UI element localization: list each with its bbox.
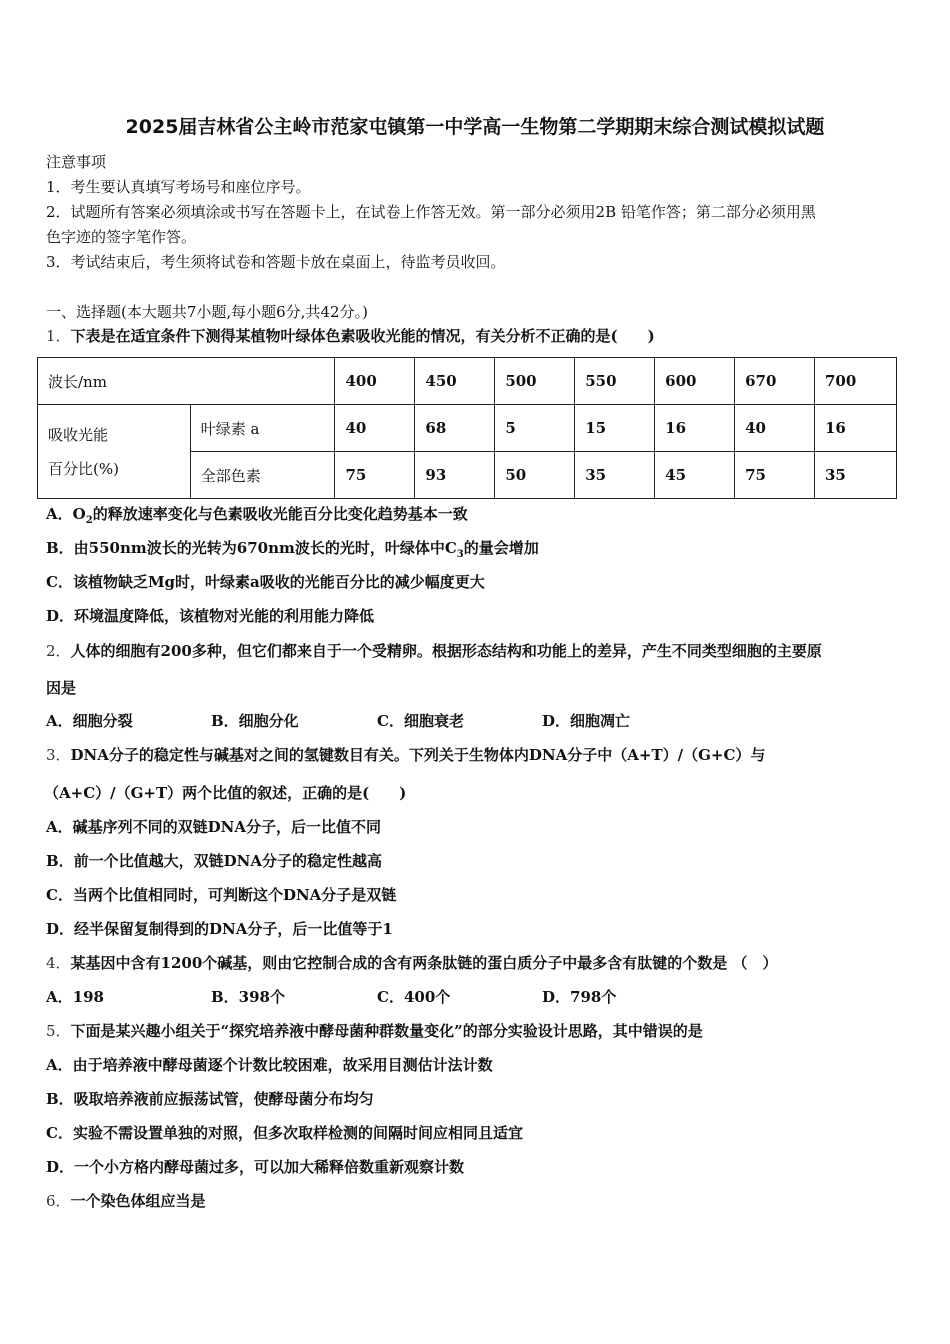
table-cell: 35 xyxy=(575,452,655,499)
question-5-number: 5． xyxy=(46,1022,71,1040)
question-3-number: 3． xyxy=(46,746,71,764)
q4-option-d: D．798个 xyxy=(542,988,617,1006)
q5-option-b: B．吸取培养液前应振荡试管，使酵母菌分布均匀 xyxy=(46,1090,374,1108)
q1-option-d: D．环境温度降低，该植物对光能的利用能力降低 xyxy=(46,607,375,625)
q1-option-b-text-rest: 的量会增加 xyxy=(463,539,539,557)
absorption-table xyxy=(37,357,897,499)
wavelength-cell: 450 xyxy=(415,358,495,405)
table-cell: 40 xyxy=(335,405,415,452)
question-2-number: 2． xyxy=(46,642,71,660)
table-cell: 75 xyxy=(335,452,415,499)
header-wavelength-label: 波长/nm xyxy=(38,358,335,405)
q2-option-c: C．细胞衰老 xyxy=(377,712,464,730)
question-6-stem: 一个染色体组应当是 xyxy=(70,1192,206,1210)
wavelength-cell: 670 xyxy=(735,358,815,405)
row-group-label-line-2: 百分比(%) xyxy=(48,459,119,478)
q5-option-c: C．实验不需设置单独的对照，但多次取样检测的间隔时间应相同且适宜 xyxy=(46,1124,523,1142)
question-3-stem: DNA分子的稳定性与碱基对之间的氢键数目有关。下列关于生物体内DNA分子中（A+T）/（G+C）与 xyxy=(70,746,766,764)
row-group-label-line-1: 吸收光能 xyxy=(48,425,109,444)
q3-option-c: C．当两个比值相同时，可判断这个DNA分子是双链 xyxy=(46,886,397,904)
table-cell: 75 xyxy=(735,452,815,499)
table-header-row xyxy=(38,358,897,405)
table-cell: 5 xyxy=(495,405,575,452)
question-2-stem-cont: 因是 xyxy=(46,679,77,697)
q3-option-a: A．碱基序列不同的双链DNA分子，后一比值不同 xyxy=(46,818,381,836)
q1-option-a-text: A．O xyxy=(46,505,86,523)
q2-option-b: B．细胞分化 xyxy=(211,712,299,730)
row-group-label xyxy=(38,405,191,499)
notice-item-2-cont: 色字迹的签字笔作答。 xyxy=(46,228,197,246)
notice-item-2: 2．试题所有答案必须填涂或书写在答题卡上，在试卷上作答无效。第一部分必须用2B 铅笔作答；第二部分必须用黑 xyxy=(46,203,816,221)
q1-option-b-text: B．由550nm波长的光转为670nm波长的光时，叶绿体中C xyxy=(46,539,457,557)
table-cell: 16 xyxy=(655,405,735,452)
wavelength-cell: 550 xyxy=(575,358,655,405)
q2-option-d: D．细胞凋亡 xyxy=(542,712,631,730)
q1-option-a xyxy=(46,504,468,531)
question-4-number: 4． xyxy=(46,954,71,972)
table-cell: 15 xyxy=(575,405,655,452)
q3-option-b: B．前一个比值越大，双链DNA分子的稳定性越高 xyxy=(46,852,383,870)
table-cell: 50 xyxy=(495,452,575,499)
wavelength-cell: 400 xyxy=(335,358,415,405)
table-cell: 93 xyxy=(415,452,495,499)
q4-option-c: C．400个 xyxy=(377,988,451,1006)
q1-option-a-subscript: 2 xyxy=(85,515,93,526)
question-6 xyxy=(46,1191,206,1211)
question-1-number: 1． xyxy=(46,327,71,345)
notice-item-3: 3．考试结束后，考生须将试卷和答题卡放在桌面上，待监考员收回。 xyxy=(46,253,506,271)
question-1-stem: 下表是在适宜条件下测得某植物叶绿体色素吸收光能的情况，有关分析不正确的是( ) xyxy=(70,327,655,345)
question-2 xyxy=(46,641,822,661)
q2-option-a: A．细胞分裂 xyxy=(46,712,133,730)
q3-option-d: D．经半保留复制得到的DNA分子，后一比值等于1 xyxy=(46,920,393,938)
wavelength-cell: 700 xyxy=(815,358,897,405)
table-cell: 35 xyxy=(815,452,897,499)
section-heading: 一、选择题(本大题共7小题,每小题6分,共42分。) xyxy=(46,303,368,321)
q1-option-c: C．该植物缺乏Mg时，叶绿素a吸收的光能百分比的减少幅度更大 xyxy=(46,573,485,591)
table-cell: 16 xyxy=(815,405,897,452)
wavelength-cell: 500 xyxy=(495,358,575,405)
q5-option-d: D．一个小方格内酵母菌过多，可以加大稀释倍数重新观察计数 xyxy=(46,1158,465,1176)
table-row xyxy=(38,405,897,452)
notice-heading: 注意事项 xyxy=(46,153,107,171)
question-1 xyxy=(46,326,655,346)
row-label: 全部色素 xyxy=(190,452,335,499)
question-5 xyxy=(46,1021,703,1041)
q5-option-a: A．由于培养液中酵母菌逐个计数比较困难，故采用目测估计法计数 xyxy=(46,1056,493,1074)
wavelength-cell: 600 xyxy=(655,358,735,405)
q4-option-a: A．198 xyxy=(46,988,104,1006)
q1-option-b xyxy=(46,538,539,565)
q1-option-a-text-rest: 的释放速率变化与色素吸收光能百分比变化趋势基本一致 xyxy=(92,505,468,523)
exam-title: 2025届吉林省公主岭市范家屯镇第一中学高一生物第二学期期末综合测试模拟试题 xyxy=(125,116,825,138)
question-3-stem-cont: （A+C）/（G+T）两个比值的叙述，正确的是( ) xyxy=(44,784,407,802)
table-cell: 45 xyxy=(655,452,735,499)
question-4-stem: 某基因中含有1200个碱基，则由它控制合成的含有两条肽链的蛋白质分子中最多含有肽键的个数是 （ ） xyxy=(70,954,778,972)
row-label: 叶绿素 a xyxy=(190,405,335,452)
question-6-number: 6． xyxy=(46,1192,71,1210)
question-4 xyxy=(46,953,778,973)
table-cell: 40 xyxy=(735,405,815,452)
notice-item-1: 1．考生要认真填写考场号和座位序号。 xyxy=(46,178,311,196)
table-cell: 68 xyxy=(415,405,495,452)
question-3 xyxy=(46,745,765,765)
q1-option-b-subscript: 3 xyxy=(456,549,464,560)
question-5-stem: 下面是某兴趣小组关于“探究培养液中酵母菌种群数量变化”的部分实验设计思路，其中错误的是 xyxy=(70,1022,703,1040)
q4-option-b: B．398个 xyxy=(211,988,285,1006)
question-2-stem: 人体的细胞有200多种，但它们都来自于一个受精卵。根据形态结构和功能上的差异，产生不同类型细胞的主要原 xyxy=(70,642,822,660)
